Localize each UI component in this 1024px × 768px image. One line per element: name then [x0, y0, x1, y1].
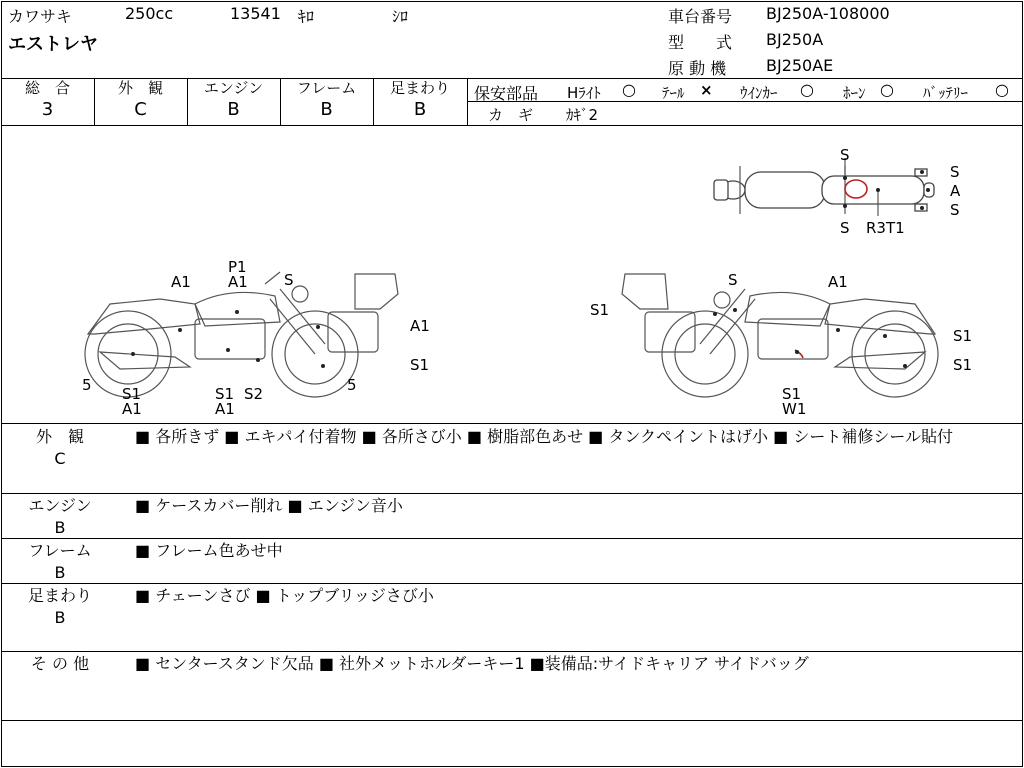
grade-label: 外 観	[117, 79, 163, 97]
diagram-label: S1	[122, 385, 142, 403]
diagram-label: S1	[215, 385, 235, 403]
type-value: BJ250A	[766, 30, 824, 49]
safety-mark: ○	[880, 80, 894, 99]
maker: カワサキ	[8, 7, 73, 26]
diagram-label: S1	[410, 356, 430, 374]
section-text: ■ センタースタンド欠品 ■ 社外メットホルダーキー1 ■装備品:サイドキャリア サイドバッグ	[135, 654, 809, 673]
section-text: ■ 各所きず ■ エキパイ付着物 ■ 各所さび小 ■ 樹脂部色あせ ■ タンクペイントはげ小 ■ シート補修シール貼付	[135, 427, 954, 446]
diagram-label: A1	[171, 273, 191, 291]
diagram-label: S1	[590, 301, 610, 319]
displacement: 250cc	[125, 4, 174, 23]
safety-mark: ×	[700, 81, 713, 99]
grade-engine	[187, 80, 280, 120]
top-view-motorcycle	[714, 158, 934, 216]
mileage: 13541	[230, 4, 281, 23]
safety-item-tail: ﾃｰﾙ	[662, 84, 685, 102]
grade-label: 総 合	[24, 79, 70, 97]
diagram-label: A1	[228, 273, 248, 291]
section-grade: B	[54, 518, 66, 537]
color: ｼﾛ	[392, 7, 409, 26]
section-text: ■ フレーム色あせ中	[135, 541, 283, 560]
right-side-motorcycle	[622, 271, 938, 397]
diagram-label: A1	[122, 400, 142, 418]
diagram-label: W1	[782, 400, 807, 418]
diagram-label: A1	[215, 400, 235, 418]
section-label: エンジン	[28, 496, 92, 515]
grid-line	[1, 538, 1022, 539]
grade-value: 3	[41, 99, 54, 120]
section-grade: B	[54, 608, 66, 627]
motorcycle-diagram	[0, 124, 1024, 424]
mileage-unit: ｷﾛ	[298, 7, 315, 26]
diagram-label: A1	[828, 273, 848, 291]
safety-mark: ○	[622, 80, 636, 99]
grid-line	[1, 583, 1022, 584]
safety-item-headlight: Hﾗｲﾄ	[567, 84, 601, 102]
frame-no-label: 車台番号	[668, 7, 733, 26]
diagram-label: S1	[953, 327, 973, 345]
grade-frame	[280, 80, 373, 120]
safety-item-horn: ﾎｰﾝ	[843, 84, 866, 102]
diagram-label: A1	[410, 317, 430, 335]
key-value: ｶｷﾞ2	[566, 106, 599, 124]
diagram-label: A	[950, 182, 961, 200]
section-label: フレーム	[28, 541, 92, 560]
grade-value: B	[227, 99, 240, 120]
safety-label: 保安部品	[474, 84, 539, 103]
engine-value: BJ250AE	[766, 56, 834, 75]
grid-line	[467, 78, 468, 125]
grade-value: C	[134, 99, 147, 120]
safety-item-winker: ｳｲﾝｶｰ	[740, 84, 778, 102]
section-label: そ の 他	[30, 654, 90, 673]
grade-label: フレーム	[296, 79, 357, 97]
grade-appearance	[94, 80, 187, 120]
diagram-label: S	[840, 219, 850, 237]
frame-no: BJ250A-108000	[766, 4, 890, 23]
engine-label: 原 動 機	[668, 59, 727, 78]
diagram-label: S	[284, 271, 294, 289]
diagram-label: R3T1	[866, 219, 905, 237]
safety-mark: ○	[800, 80, 814, 99]
diagram-label: S	[840, 146, 850, 164]
section-label: 足まわり	[27, 586, 92, 605]
section-label: 外 観	[35, 427, 84, 446]
diagram-label: P1	[228, 258, 247, 276]
diagram-label: 5	[82, 376, 92, 394]
grade-label: エンジン	[203, 79, 264, 97]
grid-line	[1, 651, 1022, 652]
grade-label: 足まわり	[389, 79, 450, 97]
diagram-label: S1	[782, 385, 802, 403]
safety-mark: ○	[995, 80, 1009, 99]
type-label: 型 式	[668, 33, 733, 52]
grade-overall	[1, 80, 94, 120]
section-grade: B	[54, 563, 66, 582]
diagram-label: S	[728, 271, 738, 289]
grid-line	[1, 720, 1022, 721]
key-label: カ ギ	[488, 106, 534, 124]
grade-suspension	[373, 80, 467, 120]
section-text: ■ チェーンさび ■ トップブリッジさび小	[135, 586, 434, 605]
section-text: ■ ケースカバー削れ ■ エンジン音小	[135, 496, 403, 515]
diagram-label: S2	[244, 385, 264, 403]
diagram-label: S	[950, 163, 960, 181]
grade-value: B	[320, 99, 333, 120]
grade-value: B	[413, 99, 427, 120]
diagram-label: S	[950, 201, 960, 219]
model-name: エストレヤ	[8, 34, 98, 55]
grid-line	[1, 493, 1022, 494]
diagram-label: 5	[347, 376, 357, 394]
diagram-label: S1	[953, 356, 973, 374]
section-grade: C	[54, 449, 66, 468]
safety-item-battery: ﾊﾞｯﾃﾘｰ	[923, 84, 969, 102]
